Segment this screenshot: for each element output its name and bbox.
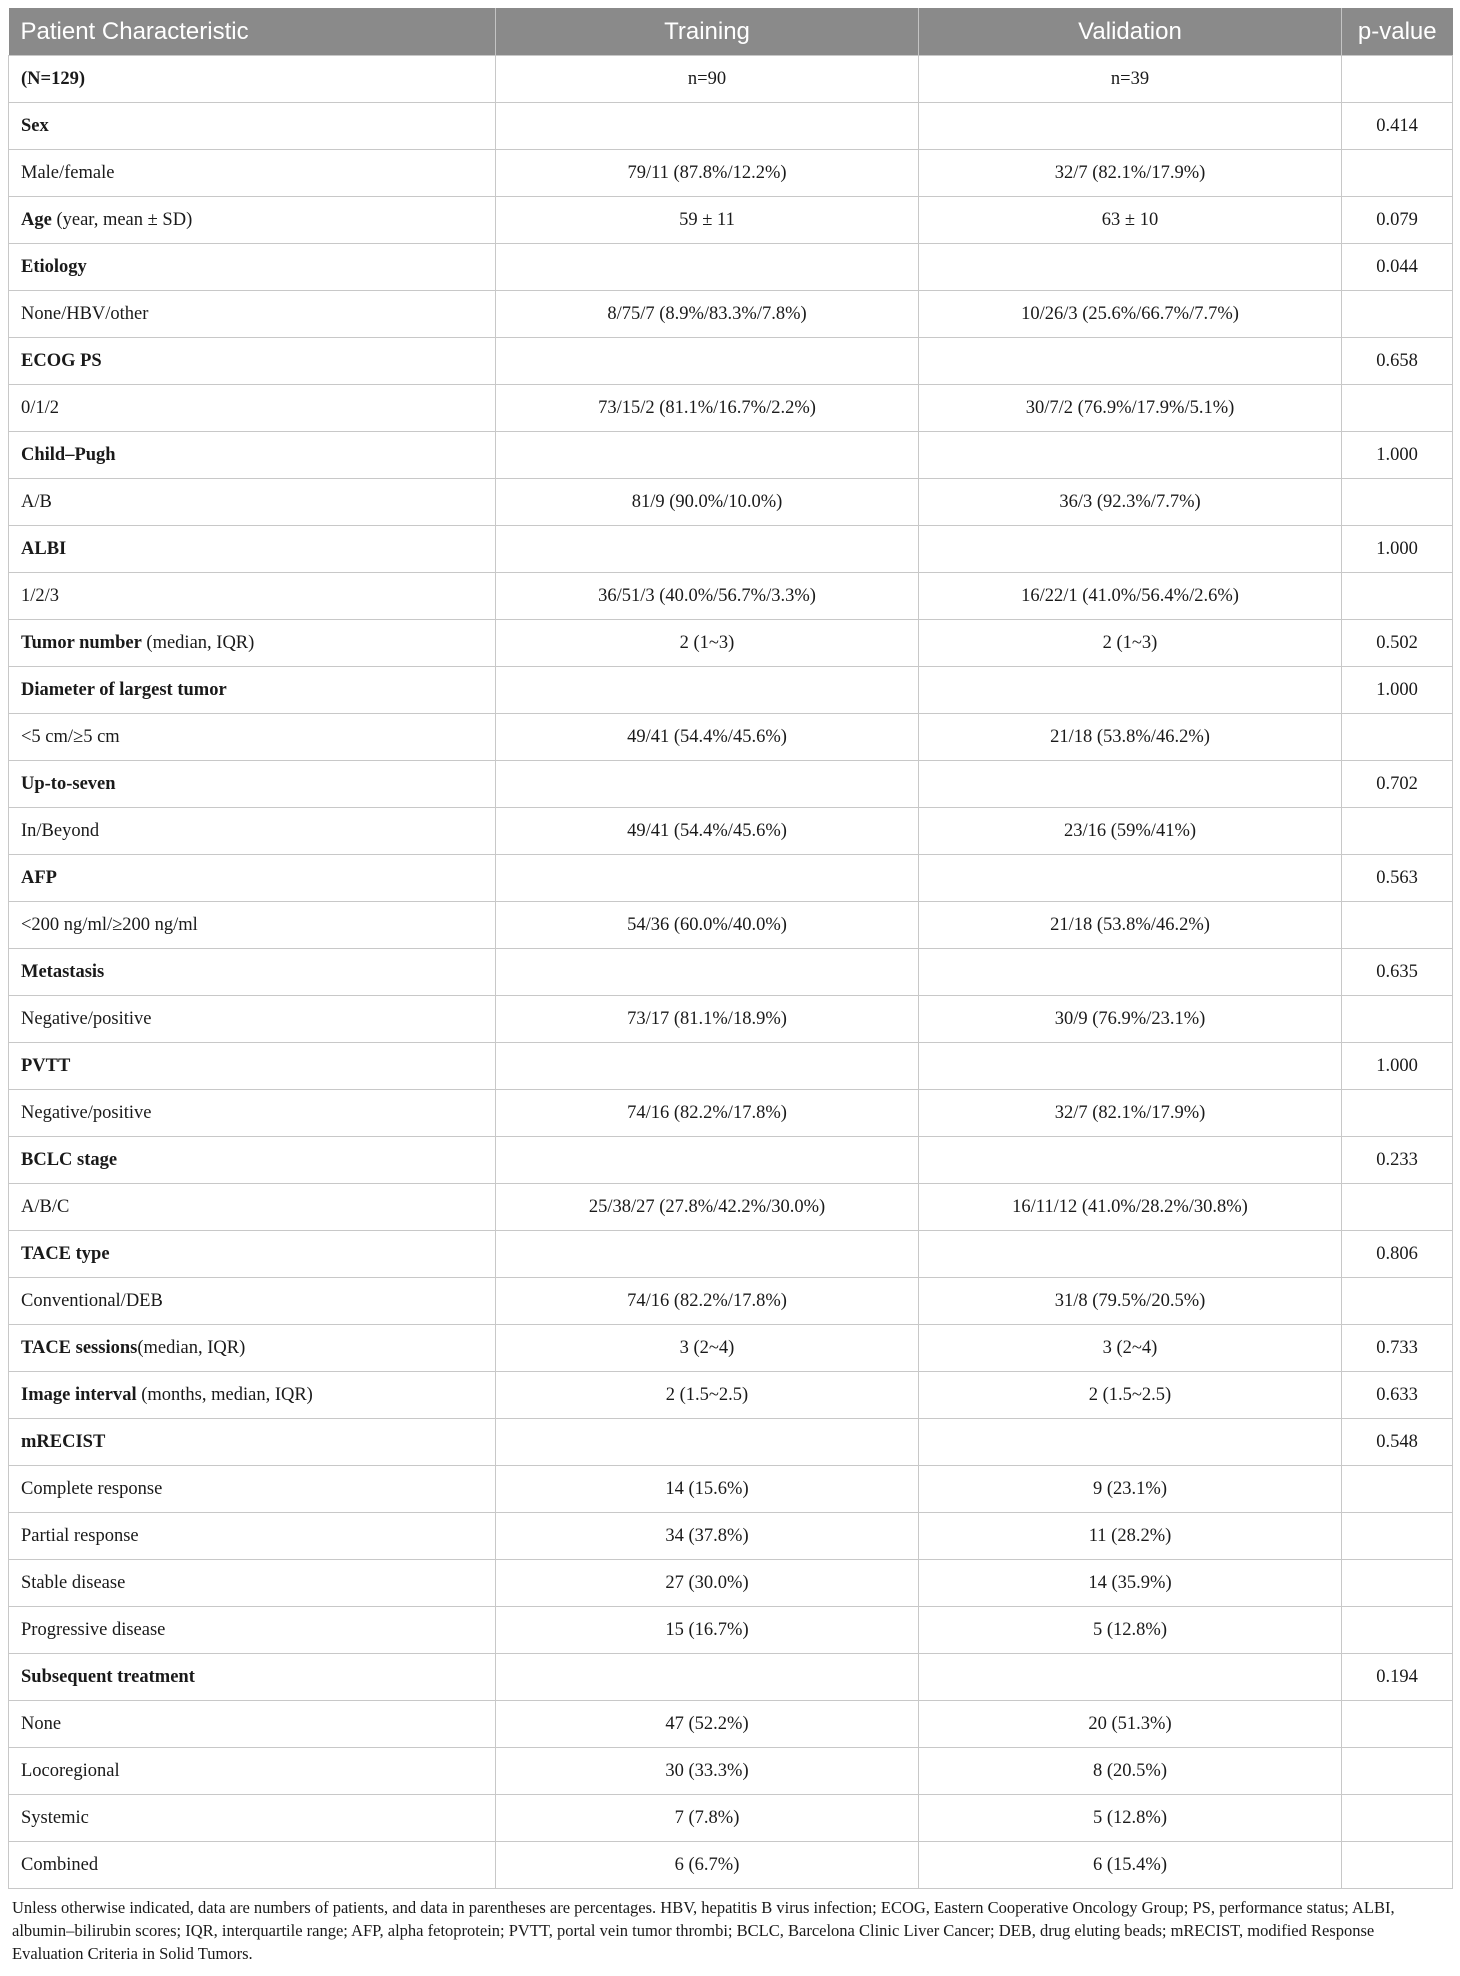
characteristic-cell [9,1654,496,1701]
table-row [9,1184,1453,1231]
table-row [9,1090,1453,1137]
validation-value: n=39 [919,56,1342,103]
characteristic-label-bold: Child–Pugh [21,444,116,465]
table-row [9,479,1453,526]
table-row [9,714,1453,761]
validation-value: 23/16 (59%/41%) [919,808,1342,855]
characteristic-cell [9,103,496,150]
training-value: n=90 [496,56,919,103]
characteristic-cell [9,1372,496,1419]
p-value [1342,1842,1453,1889]
validation-value [919,244,1342,291]
characteristic-label: Negative/positive [21,1102,152,1123]
characteristic-label-bold: AFP [21,867,57,888]
p-value: 0.635 [1342,949,1453,996]
characteristic-cell [9,1701,496,1748]
characteristic-label: <200 ng/ml/≥200 ng/ml [21,914,198,935]
training-value [496,103,919,150]
characteristic-cell [9,1842,496,1889]
validation-value [919,338,1342,385]
p-value: 1.000 [1342,432,1453,479]
training-value [496,855,919,902]
p-value [1342,1090,1453,1137]
p-value [1342,56,1453,103]
table-row [9,291,1453,338]
validation-value: 30/9 (76.9%/23.1%) [919,996,1342,1043]
validation-value: 16/11/12 (41.0%/28.2%/30.8%) [919,1184,1342,1231]
p-value: 0.633 [1342,1372,1453,1419]
table-row [9,1231,1453,1278]
validation-value: 3 (2~4) [919,1325,1342,1372]
characteristic-label-bold: BCLC stage [21,1149,118,1170]
p-value [1342,1278,1453,1325]
header-training: Training [496,8,919,56]
characteristic-cell [9,996,496,1043]
patient-characteristics-table [8,8,1453,1889]
training-value: 30 (33.3%) [496,1748,919,1795]
validation-value: 10/26/3 (25.6%/66.7%/7.7%) [919,291,1342,338]
validation-value [919,855,1342,902]
p-value [1342,1607,1453,1654]
characteristic-label: In/Beyond [21,820,100,841]
table-row [9,150,1453,197]
characteristic-label: (year, mean ± SD) [51,209,193,230]
characteristic-label: Locoregional [21,1760,120,1781]
p-value: 0.658 [1342,338,1453,385]
characteristic-cell [9,714,496,761]
validation-value [919,1419,1342,1466]
characteristic-label-bold: Etiology [21,256,87,277]
validation-value [919,949,1342,996]
training-value [496,432,919,479]
characteristic-cell [9,479,496,526]
characteristic-cell [9,1278,496,1325]
p-value [1342,1513,1453,1560]
characteristic-cell [9,432,496,479]
characteristic-label-bold: Tumor number [21,632,142,653]
characteristic-cell [9,197,496,244]
characteristic-label: Negative/positive [21,1008,152,1029]
table-row [9,1043,1453,1090]
characteristic-label: (median, IQR) [141,632,255,653]
validation-value [919,1654,1342,1701]
header-patient-characteristic: Patient Characteristic [9,8,496,56]
table-row [9,855,1453,902]
training-value [496,1137,919,1184]
characteristic-cell [9,855,496,902]
characteristic-label-bold: TACE sessions [21,1337,138,1358]
validation-value [919,1043,1342,1090]
p-value: 0.502 [1342,620,1453,667]
characteristic-label: <5 cm/≥5 cm [21,726,120,747]
table-row [9,197,1453,244]
validation-value [919,1231,1342,1278]
p-value [1342,714,1453,761]
training-value: 47 (52.2%) [496,1701,919,1748]
characteristic-label-bold: Up-to-seven [21,773,116,794]
p-value: 0.806 [1342,1231,1453,1278]
characteristic-cell [9,1137,496,1184]
characteristic-cell [9,244,496,291]
validation-value: 2 (1~3) [919,620,1342,667]
characteristic-cell [9,902,496,949]
table-row [9,385,1453,432]
validation-value: 31/8 (79.5%/20.5%) [919,1278,1342,1325]
characteristic-cell [9,1795,496,1842]
characteristic-label-bold: mRECIST [21,1431,106,1452]
table-row [9,1278,1453,1325]
characteristic-cell [9,620,496,667]
p-value: 0.563 [1342,855,1453,902]
characteristic-label-bold: PVTT [21,1055,71,1076]
characteristic-label: Partial response [21,1525,139,1546]
p-value: 1.000 [1342,667,1453,714]
characteristic-cell [9,667,496,714]
header-p-value: p-value [1342,8,1453,56]
characteristic-cell [9,150,496,197]
validation-value: 6 (15.4%) [919,1842,1342,1889]
training-value: 34 (37.8%) [496,1513,919,1560]
characteristic-cell [9,573,496,620]
training-value: 8/75/7 (8.9%/83.3%/7.8%) [496,291,919,338]
training-value: 2 (1~3) [496,620,919,667]
training-value: 73/17 (81.1%/18.9%) [496,996,919,1043]
characteristic-cell [9,808,496,855]
characteristic-cell [9,291,496,338]
characteristic-label: None/HBV/other [21,303,149,324]
training-value [496,1043,919,1090]
p-value: 0.414 [1342,103,1453,150]
characteristic-label: Male/female [21,162,115,183]
validation-value [919,667,1342,714]
training-value: 49/41 (54.4%/45.6%) [496,714,919,761]
training-value: 54/36 (60.0%/40.0%) [496,902,919,949]
p-value [1342,1701,1453,1748]
table-row [9,1607,1453,1654]
validation-value: 8 (20.5%) [919,1748,1342,1795]
characteristic-label: Complete response [21,1478,163,1499]
validation-value: 32/7 (82.1%/17.9%) [919,150,1342,197]
p-value [1342,902,1453,949]
p-value: 0.548 [1342,1419,1453,1466]
characteristic-cell [9,1419,496,1466]
table-row [9,573,1453,620]
p-value: 1.000 [1342,526,1453,573]
table-row [9,1466,1453,1513]
table-row [9,56,1453,103]
table-row [9,244,1453,291]
p-value: 0.733 [1342,1325,1453,1372]
characteristic-cell [9,1184,496,1231]
training-value [496,1231,919,1278]
table-row [9,1513,1453,1560]
training-value: 2 (1.5~2.5) [496,1372,919,1419]
table-row [9,1325,1453,1372]
characteristic-label-bold: Age [21,209,52,230]
table-row [9,667,1453,714]
validation-value: 20 (51.3%) [919,1701,1342,1748]
characteristic-label-bold: (N=129) [21,68,85,89]
validation-value: 21/18 (53.8%/46.2%) [919,714,1342,761]
p-value [1342,1466,1453,1513]
characteristic-cell [9,338,496,385]
validation-value [919,432,1342,479]
table-row [9,902,1453,949]
table-row [9,432,1453,479]
characteristic-label-bold: ALBI [21,538,67,559]
characteristic-label-bold: Metastasis [21,961,105,982]
training-value [496,667,919,714]
characteristic-cell [9,1325,496,1372]
p-value [1342,385,1453,432]
characteristic-cell [9,1748,496,1795]
table-row [9,761,1453,808]
table-row [9,103,1453,150]
validation-value: 63 ± 10 [919,197,1342,244]
p-value [1342,479,1453,526]
training-value [496,1654,919,1701]
training-value: 74/16 (82.2%/17.8%) [496,1090,919,1137]
p-value [1342,1560,1453,1607]
p-value [1342,150,1453,197]
table-row [9,1137,1453,1184]
table-row [9,1701,1453,1748]
training-value: 59 ± 11 [496,197,919,244]
p-value: 1.000 [1342,1043,1453,1090]
characteristic-label-bold: Subsequent treatment [21,1666,195,1687]
validation-value: 16/22/1 (41.0%/56.4%/2.6%) [919,573,1342,620]
p-value [1342,808,1453,855]
table-footnote: Unless otherwise indicated, data are numbers of patients, and data in parentheses are percentages. HBV, hepatitis B virus infection; ECOG, Eastern Cooperative Oncology Group; PS, performance status; ALBI, albumin–bilirubin scores; IQR, interquartile range; AFP, alpha fetoprotein; PVTT, portal vein tumor thrombi; BCLC, Barcelona Clinic Liver Cancer; DEB, drug eluting beads; mRECIST, modified Response Evaluation Criteria in Solid Tumors. [12,1898,1395,1963]
characteristic-cell [9,1231,496,1278]
table-row [9,808,1453,855]
characteristic-label: (months, median, IQR) [136,1384,313,1405]
validation-value: 36/3 (92.3%/7.7%) [919,479,1342,526]
table-row [9,338,1453,385]
characteristic-cell [9,761,496,808]
training-value: 36/51/3 (40.0%/56.7%/3.3%) [496,573,919,620]
characteristic-label-bold: Sex [21,115,49,136]
p-value [1342,996,1453,1043]
training-value: 6 (6.7%) [496,1842,919,1889]
characteristic-cell [9,1513,496,1560]
characteristic-cell [9,526,496,573]
validation-value: 5 (12.8%) [919,1795,1342,1842]
validation-value: 21/18 (53.8%/46.2%) [919,902,1342,949]
table-body [9,56,1453,1889]
characteristic-label-bold: ECOG PS [21,350,102,371]
p-value [1342,1795,1453,1842]
validation-value [919,1137,1342,1184]
training-value [496,338,919,385]
p-value: 0.079 [1342,197,1453,244]
characteristic-label: Combined [21,1854,99,1875]
validation-value: 32/7 (82.1%/17.9%) [919,1090,1342,1137]
validation-value [919,526,1342,573]
characteristic-cell [9,1466,496,1513]
characteristic-cell [9,1090,496,1137]
validation-value: 11 (28.2%) [919,1513,1342,1560]
table-row [9,949,1453,996]
training-value: 3 (2~4) [496,1325,919,1372]
training-value [496,949,919,996]
p-value: 0.702 [1342,761,1453,808]
validation-value: 14 (35.9%) [919,1560,1342,1607]
training-value: 74/16 (82.2%/17.8%) [496,1278,919,1325]
validation-value [919,103,1342,150]
training-value [496,761,919,808]
characteristic-cell [9,56,496,103]
training-value: 81/9 (90.0%/10.0%) [496,479,919,526]
p-value: 0.044 [1342,244,1453,291]
table-container [8,8,1452,1965]
characteristic-label: Systemic [21,1807,89,1828]
characteristic-label: None [21,1713,62,1734]
training-value [496,526,919,573]
table-row [9,1419,1453,1466]
p-value: 0.194 [1342,1654,1453,1701]
characteristic-label: Conventional/DEB [21,1290,163,1311]
training-value: 73/15/2 (81.1%/16.7%/2.2%) [496,385,919,432]
validation-value: 30/7/2 (76.9%/17.9%/5.1%) [919,385,1342,432]
p-value [1342,1184,1453,1231]
table-row [9,1748,1453,1795]
characteristic-label: (median, IQR) [137,1337,246,1358]
table-row [9,1654,1453,1701]
characteristic-label: 1/2/3 [21,585,60,606]
table-row [9,996,1453,1043]
training-value: 25/38/27 (27.8%/42.2%/30.0%) [496,1184,919,1231]
characteristic-cell [9,385,496,432]
training-value: 27 (30.0%) [496,1560,919,1607]
table-row [9,526,1453,573]
training-value [496,1419,919,1466]
validation-value: 2 (1.5~2.5) [919,1372,1342,1419]
p-value [1342,573,1453,620]
characteristic-cell [9,1560,496,1607]
header-row [9,8,1453,56]
characteristic-label: Progressive disease [21,1619,166,1640]
characteristic-cell [9,949,496,996]
training-value: 7 (7.8%) [496,1795,919,1842]
characteristic-cell [9,1607,496,1654]
p-value [1342,291,1453,338]
training-value: 14 (15.6%) [496,1466,919,1513]
validation-value: 9 (23.1%) [919,1466,1342,1513]
characteristic-label-bold: TACE type [21,1243,110,1264]
training-value [496,244,919,291]
validation-value: 5 (12.8%) [919,1607,1342,1654]
table-row [9,620,1453,667]
table-row [9,1372,1453,1419]
characteristic-label-bold: Diameter of largest tumor [21,679,227,700]
characteristic-label-bold: Image interval [21,1384,137,1405]
characteristic-label: Stable disease [21,1572,126,1593]
table-row [9,1795,1453,1842]
training-value: 79/11 (87.8%/12.2%) [496,150,919,197]
characteristic-cell [9,1043,496,1090]
training-value: 49/41 (54.4%/45.6%) [496,808,919,855]
p-value [1342,1748,1453,1795]
characteristic-label: A/B/C [21,1196,70,1217]
table-row [9,1560,1453,1607]
characteristic-label: A/B [21,491,52,512]
header-validation: Validation [919,8,1342,56]
training-value: 15 (16.7%) [496,1607,919,1654]
table-row [9,1842,1453,1889]
characteristic-label: 0/1/2 [21,397,60,418]
validation-value [919,761,1342,808]
p-value: 0.233 [1342,1137,1453,1184]
